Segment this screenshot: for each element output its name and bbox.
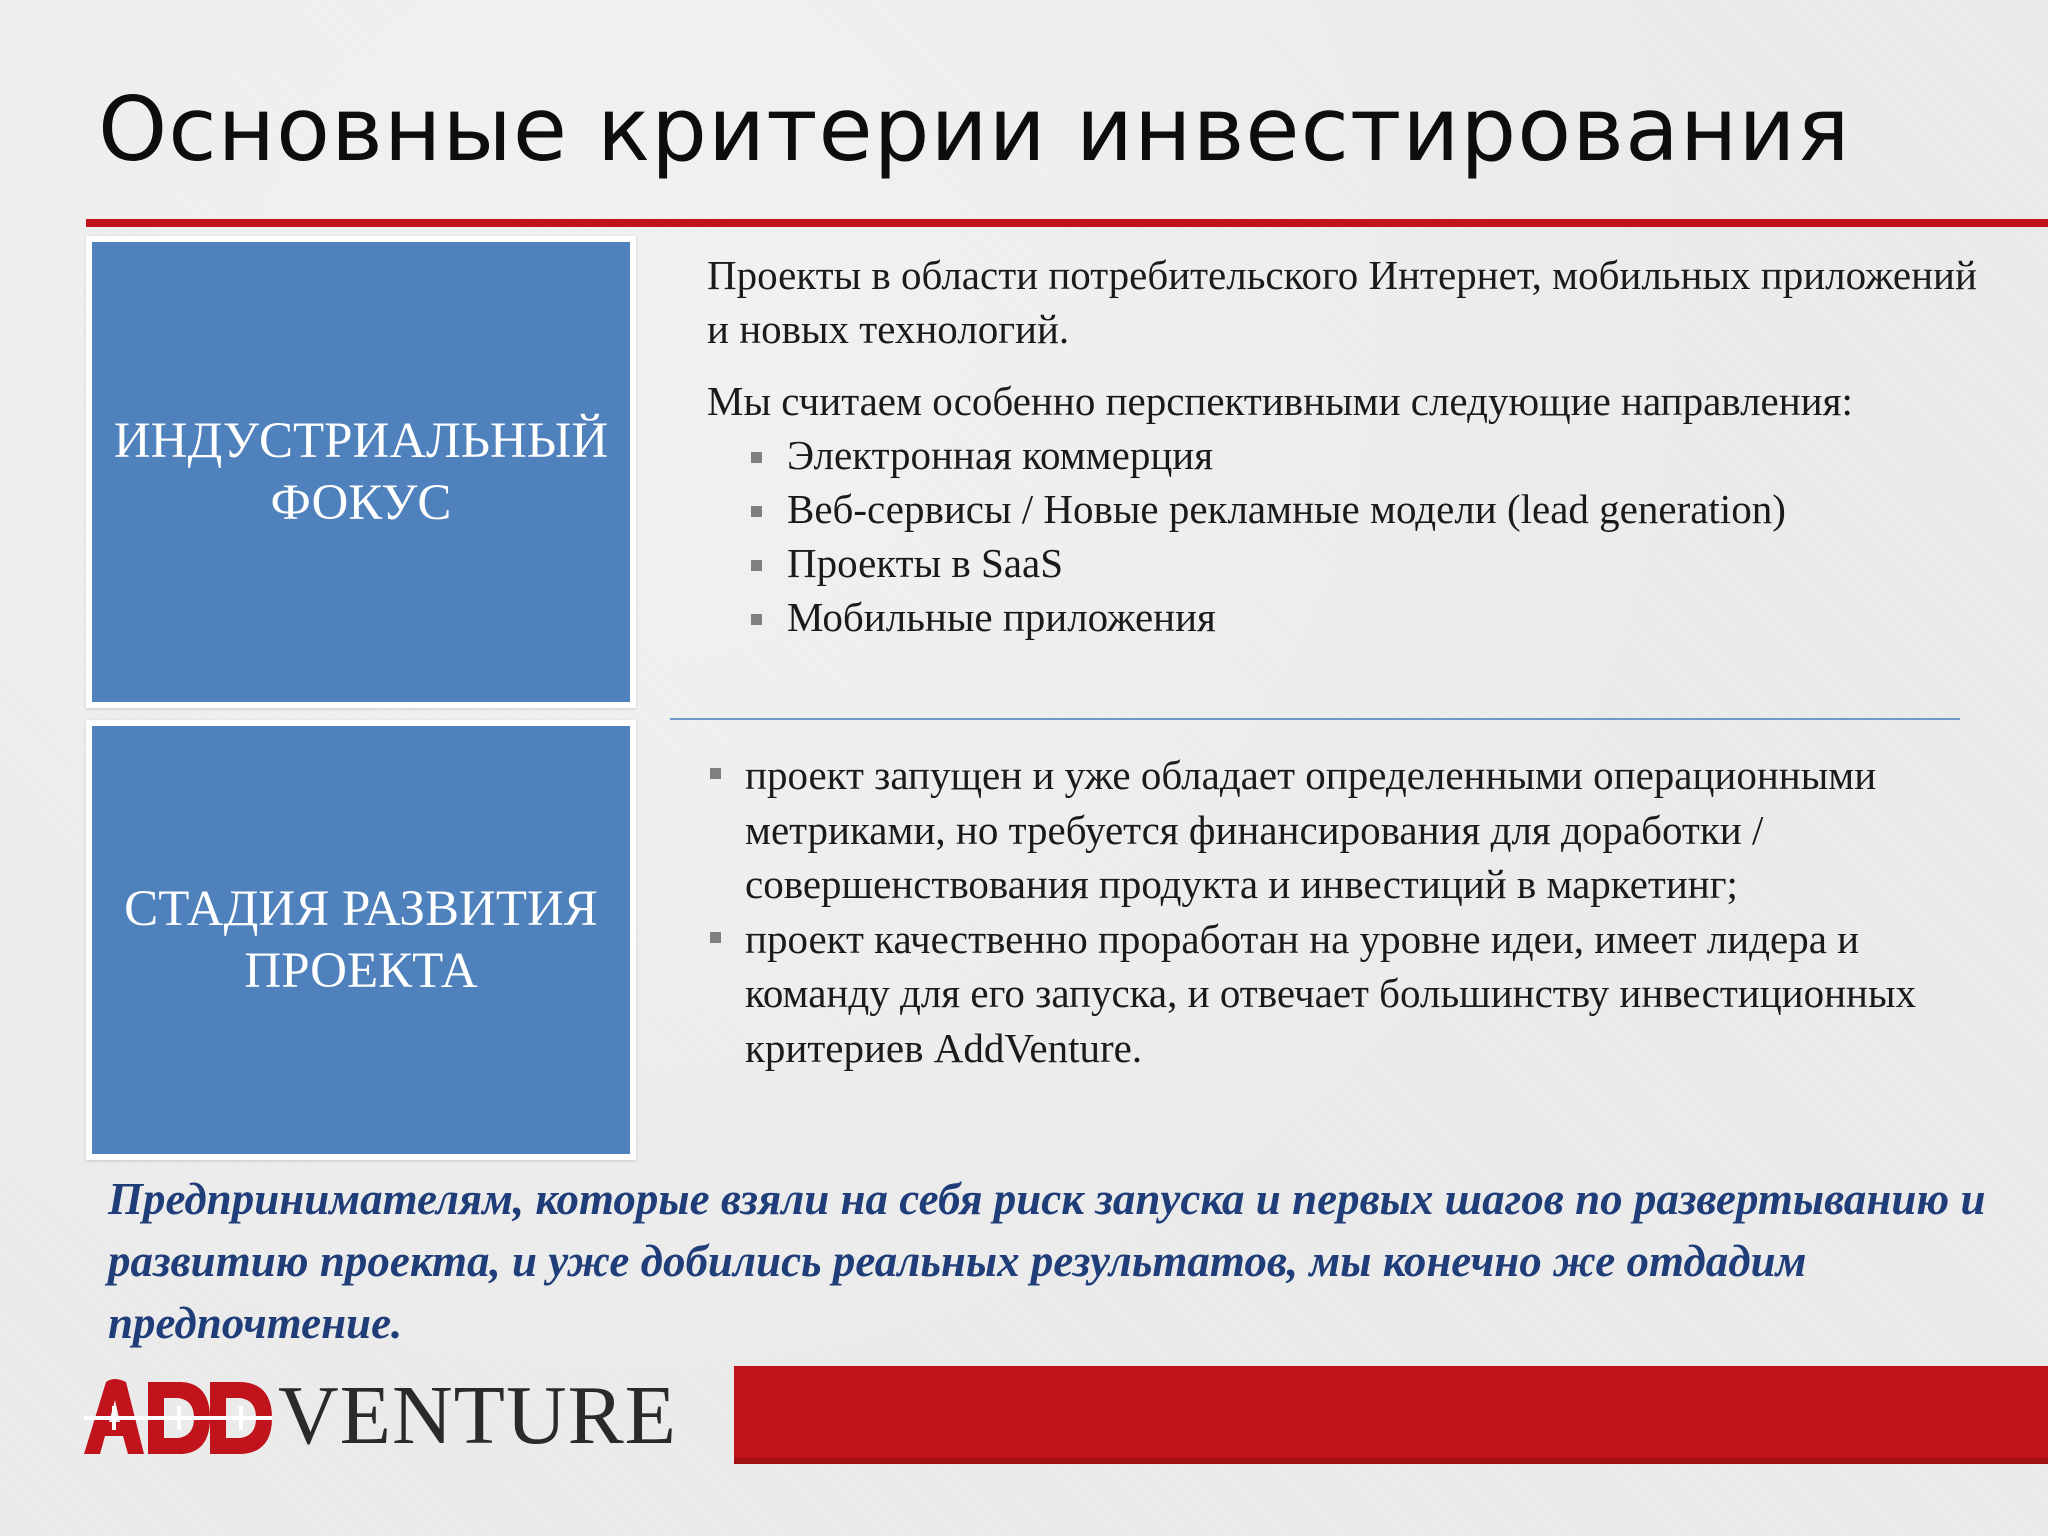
project-stage-label: СТАДИЯ РАЗВИТИЯ ПРОЕКТА (124, 881, 598, 999)
logo-add-text: ADD (82, 1363, 117, 1380)
footer-red-bar (734, 1366, 2048, 1464)
industry-focus-box (86, 236, 636, 708)
industry-paragraph-1: Проекты в области потребительского Интернет, мобильных приложений и новых технологий. (707, 252, 1977, 352)
list-item (787, 590, 2007, 644)
industry-bullet-list (707, 428, 2007, 644)
list-item-text: проект запущен и уже обладает определенными операционными метриками, но требуется финансирования для доработки / совершенствования продукта и инвестиций в маркетинг; (745, 752, 1877, 907)
list-item (787, 482, 2007, 536)
list-item-text: Электронная коммерция (787, 432, 1214, 478)
list-item-text: Проекты в SaaS (787, 540, 1064, 586)
list-item-text: Веб-сервисы / Новые рекламные модели (lead generation) (787, 486, 1786, 532)
title-divider (86, 219, 2048, 227)
square-bullet-icon (751, 560, 762, 571)
list-item (745, 912, 1985, 1076)
list-item-text: проект качественно проработан на уровне идеи, имеет лидера и команду для его запуска, и отвечает большинству инвестиционных критериев AddVenture. (745, 915, 1917, 1071)
square-bullet-icon (751, 452, 762, 463)
list-item-text: Мобильные приложения (787, 594, 1216, 640)
logo-venture-text: VENTURE (278, 1369, 677, 1462)
industry-focus-label: ИНДУСТРИАЛЬНЫЙ ФОКУС (113, 413, 609, 531)
square-bullet-icon (710, 932, 721, 943)
square-bullet-icon (751, 614, 762, 625)
slide-title: Основные критерии инвестирования (98, 78, 1851, 181)
industry-paragraph-2: Мы считаем особенно перспективными следующие направления: (707, 378, 1853, 424)
add-logo-mark (82, 1363, 274, 1456)
list-item (787, 536, 2007, 590)
section-divider (670, 718, 1960, 720)
square-bullet-icon (751, 506, 762, 517)
list-item (745, 748, 1985, 912)
project-stage-content (745, 748, 1985, 1075)
project-stage-box (86, 720, 636, 1160)
stage-bullet-list (745, 748, 1985, 1075)
list-item (787, 428, 2007, 482)
closing-statement: Предпринимателям, которые взяли на себя риск запуска и первых шагов по развертыванию и развитию проекта, и уже добились реальных результатов, мы конечно же отдадим предпочтение. (108, 1174, 1986, 1348)
square-bullet-icon (710, 768, 721, 779)
industry-focus-content (707, 248, 2007, 644)
addventure-logo (82, 1363, 677, 1466)
